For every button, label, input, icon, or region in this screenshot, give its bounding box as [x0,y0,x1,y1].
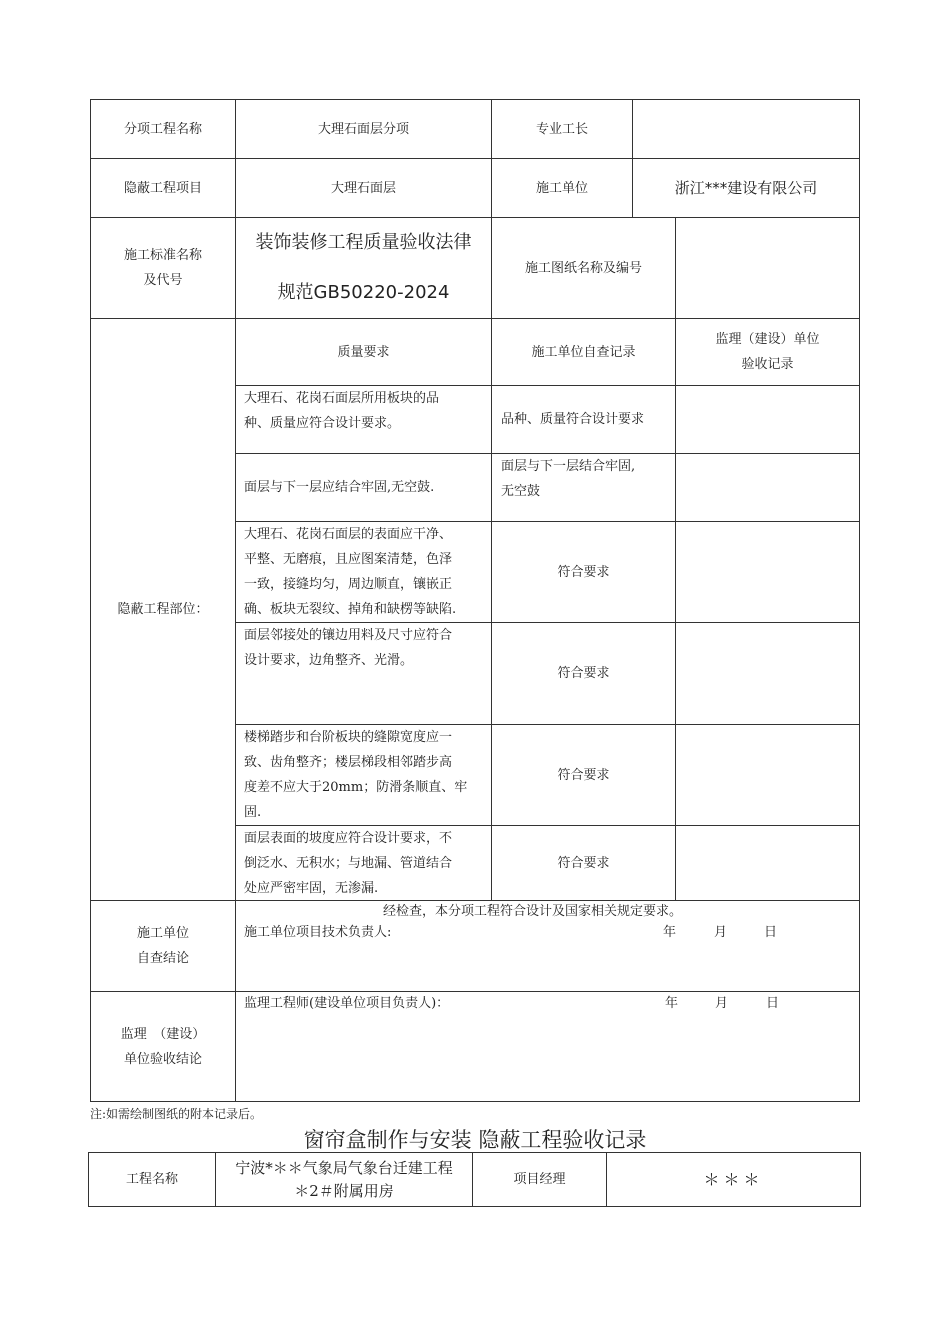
project-name-label: 工程名称 [125,1172,178,1187]
quality-item-6-line1: 面层表面的坡度应符合设计要求，不 [244,831,453,846]
foreman-value [633,100,859,158]
supervisor-header [676,319,859,385]
self-conclusion-signer: 施工单位项目技术负责人: [244,925,392,940]
quality-item-4 [244,623,489,724]
supervisor-conclusion-label [91,992,235,1101]
self-conclusion-label [91,901,235,991]
project-name-value [216,1153,472,1206]
self-conclusion-month: 月 [714,925,728,940]
self-check-header: 施工单位自查记录 [531,344,636,360]
supervisor-conclusion-label-line1: 监理 （建设） [120,1026,206,1042]
quality-item-5-line4: 固. [244,805,262,820]
quality-item-5 [244,725,489,825]
self-conclusion-label-line2: 自查结论 [136,951,189,966]
supervisor-conclusion-signer: 监理工程师(建设单位项目负责人)： [244,996,450,1011]
record-item-4: 符合要求 [557,666,610,681]
record-item-2-line2: 无空鼓 [501,484,541,499]
second-page-title: 窗帘盒制作与安装 隐蔽工程验收记录 [303,1128,647,1152]
supervisor-conclusion-day: 日 [766,996,780,1011]
standard-label [91,218,235,318]
project-name-line2: ＊2＃附属用房 [294,1181,394,1200]
quality-item-5-line2: 致、齿角整齐；楼层梯段相邻踏步高 [244,755,453,770]
quality-item-4-line2: 设计要求，边角整齐、光滑。 [244,653,414,668]
self-conclusion-year: 年 [663,925,677,940]
hidden-location-label: 隐蔽工程部位： [117,602,209,617]
supervisor-conclusion-label-line2: 单位验收结论 [123,1051,202,1067]
quality-item-3-line1: 大理石、花岗石面层的表面应干净、 [244,527,453,542]
record-item-2-line1: 面层与下一层结合牢固, [501,459,636,474]
project-name-line1: 宁波*＊＊气象局气象台迁建工程 [235,1158,453,1177]
record-item-6: 符合要求 [557,855,610,871]
record-item-1: 品种、质量符合设计要求 [501,412,645,427]
self-conclusion-text: 经检查，本分项工程符合设计及国家相关规定要求。 [383,904,683,919]
drawing-value [676,218,859,318]
quality-header: 质量要求 [337,344,390,360]
standard-value [236,218,491,318]
hidden-project-label: 隐蔽工程项目 [123,180,202,196]
record-item-5: 符合要求 [557,767,610,783]
self-conclusion-label-line1: 施工单位 [136,926,189,941]
standard-value-line1: 装饰装修工程质量验收法律 [255,232,472,253]
quality-item-1 [244,386,489,453]
self-conclusion-day: 日 [764,925,778,940]
quality-item-3-line2: 平整、无磨痕，且应图案清楚，色泽 [244,552,453,567]
project-manager-value: ＊＊＊ [703,1170,764,1189]
quality-item-2: 面层与下一层应结合牢固,无空鼓. [244,480,435,495]
subitem-name-label: 分项工程名称 [123,121,202,137]
drawing-label: 施工图纸名称及编号 [524,260,642,276]
subitem-name-value: 大理石面层分项 [317,121,409,137]
quality-item-5-line3: 度差不应大于20mm；防滑条顺直、牢 [244,780,468,795]
supervisor-header-line1: 监理（建设）单位 [715,332,820,347]
project-manager-label: 项目经理 [513,1172,566,1187]
quality-item-1-line2: 种、质量应符合设计要求。 [244,416,401,431]
foreman-label: 专业工长 [535,121,588,137]
standard-label-line1: 施工标准名称 [123,248,202,263]
supervisor-header-line2: 验收记录 [741,357,794,372]
quality-item-1-line1: 大理石、花岗石面层所用板块的品 [244,391,440,406]
quality-item-6 [244,826,489,900]
construction-unit-value: 浙江***建设有限公司 [674,178,818,197]
quality-item-3-line3: 一致，接缝均匀，周边顺直，镶嵌正 [244,577,453,592]
quality-item-3 [244,522,489,622]
quality-item-4-line1: 面层邻接处的镶边用料及尺寸应符合 [244,628,453,643]
standard-value-line2: 规范GB50220-2024 [277,282,450,303]
supervisor-conclusion-month: 月 [715,996,729,1011]
footnote: 注:如需绘制图纸的附本记录后。 [90,1107,263,1121]
standard-label-line2: 及代号 [143,273,183,288]
quality-item-6-line3: 处应严密牢固，无渗漏. [244,881,379,896]
quality-item-6-line2: 倒泛水、无积水；与地漏、管道结合 [244,856,453,871]
quality-item-3-line4: 确、板块无裂纹、掉角和缺楞等缺陷. [244,602,457,617]
supervisor-conclusion-year: 年 [665,996,679,1011]
construction-unit-label: 施工单位 [535,180,588,196]
hidden-project-value: 大理石面层 [330,180,396,196]
record-item-2 [501,454,673,521]
quality-item-5-line1: 楼梯踏步和台阶板块的缝隙宽度应一 [244,730,453,745]
record-item-3: 符合要求 [557,564,610,580]
